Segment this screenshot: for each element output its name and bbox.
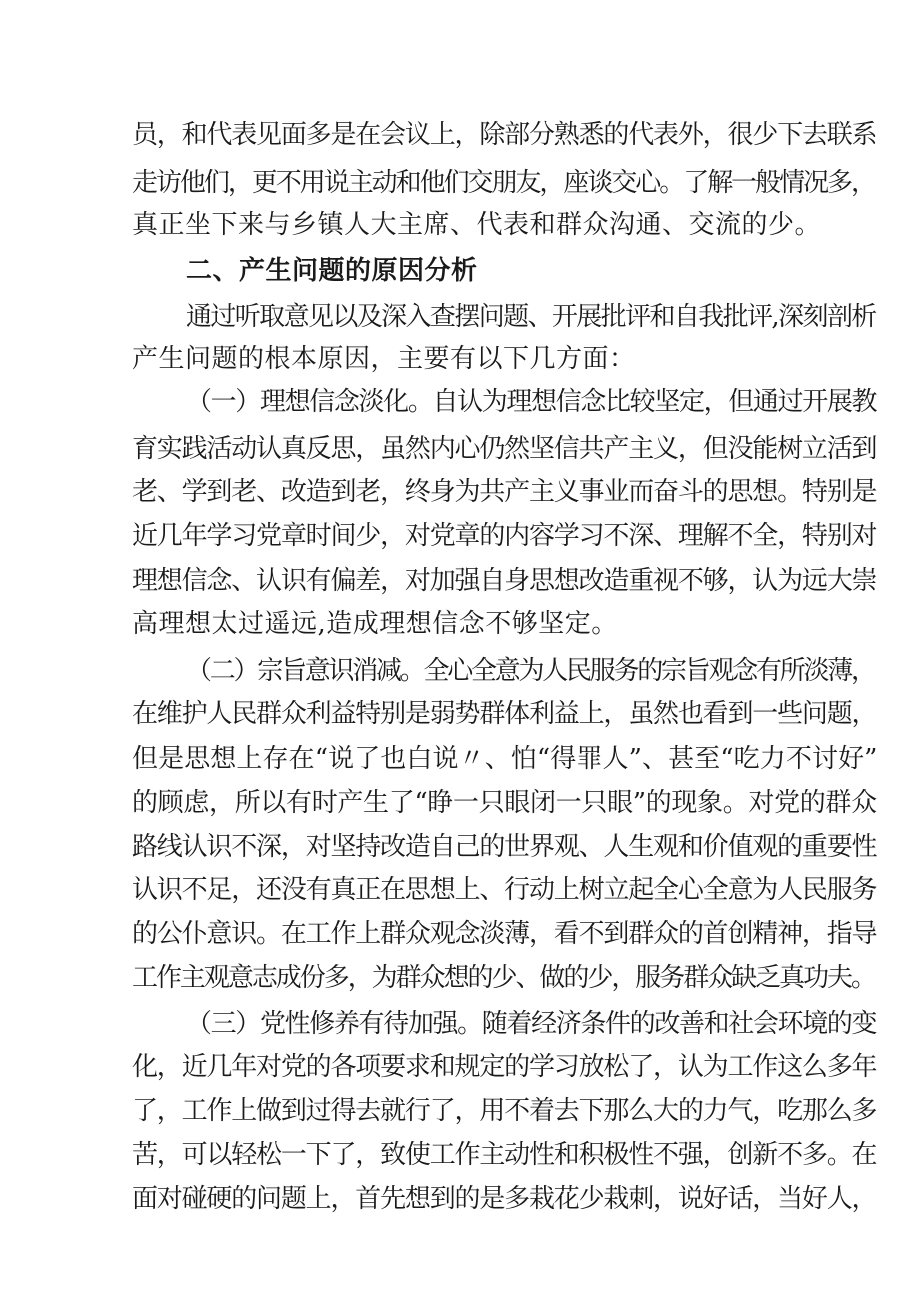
text-line: 理想信念、认识有偏差，对加强自身思想改造重视不够，认为远大崇 bbox=[132, 566, 877, 596]
text-line: 了，工作上做到过得去就行了，用不着去下那么大的力气，吃那么多 bbox=[132, 1096, 877, 1126]
text-line: 面对碰硬的问题上，首先想到的是多栽花少栽刺，说好话，当好人， bbox=[132, 1184, 877, 1214]
text-line: 的公仆意识。在工作上群众观念淡薄，看不到群众的首创精神，指导 bbox=[132, 919, 877, 949]
text-line: 真正坐下来与乡镇人大主席、代表和群众沟通、交流的少。 bbox=[132, 210, 822, 240]
paragraph-start: （一）理想信念淡化。自认为理想信念比较坚定，但通过开展教 bbox=[186, 387, 877, 417]
text-line: 的顾虑，所以有时产生了“睁一只眼闭一只眼”的现象。对党的群众 bbox=[132, 788, 877, 818]
text-line: 育实践活动认真反思，虽然内心仍然坚信共产主义，但没能树立活到 bbox=[132, 434, 877, 464]
text-line: 通过听取意见以及深入查摆问题、开展批评和自我批评,深刻剖析 bbox=[186, 302, 876, 332]
section-heading: 二、产生问题的原因分析 bbox=[186, 256, 478, 286]
text-line: 在维护人民群众利益特别是弱势群体利益上，虽然也看到一些问题， bbox=[132, 699, 877, 729]
text-line: 路线认识不深，对坚持改造自己的世界观、人生观和价值观的重要性 bbox=[132, 832, 877, 862]
text-line: 化，近几年对党的各项要求和规定的学习放松了，认为工作这么多年 bbox=[132, 1052, 877, 1082]
text-line: 苦，可以轻松一下了，致使工作主动性和积极性不强，创新不多。在 bbox=[132, 1140, 877, 1170]
text-line: 走访他们，更不用说主动和他们交朋友，座谈交心。了解一般情况多， bbox=[132, 168, 875, 198]
text-line: 高理想太过遥远,造成理想信念不够坚定。 bbox=[132, 609, 618, 639]
text-line: 工作主观意志成份多，为群众想的少、做的少，服务群众缺乏真功夫。 bbox=[132, 963, 875, 993]
paragraph-start: （三）党性修养有待加强。随着经济条件的改善和社会环境的变 bbox=[186, 1009, 877, 1039]
text-line: 近几年学习党章时间少，对党章的内容学习不深、理解不全，特别对 bbox=[132, 521, 877, 551]
text-line: 但是思想上存在“说了也白说〃、怕“得罪人”、甚至“吃力不讨好” bbox=[132, 744, 878, 774]
text-line: 产生问题的根本原因，主要有以下几方面： bbox=[132, 344, 636, 374]
paragraph-start: （二）宗旨意识消减。全心全意为人民服务的宗旨观念有所淡薄， bbox=[186, 656, 875, 686]
text-line: 认识不足，还没有真正在思想上、行动上树立起全心全意为人民服务 bbox=[132, 875, 877, 905]
text-line: 老、学到老、改造到老，终身为共产主义事业而奋斗的思想。特别是 bbox=[132, 477, 877, 507]
text-line: 员，和代表见面多是在会议上，除部分熟悉的代表外，很少下去联系 bbox=[132, 120, 877, 150]
